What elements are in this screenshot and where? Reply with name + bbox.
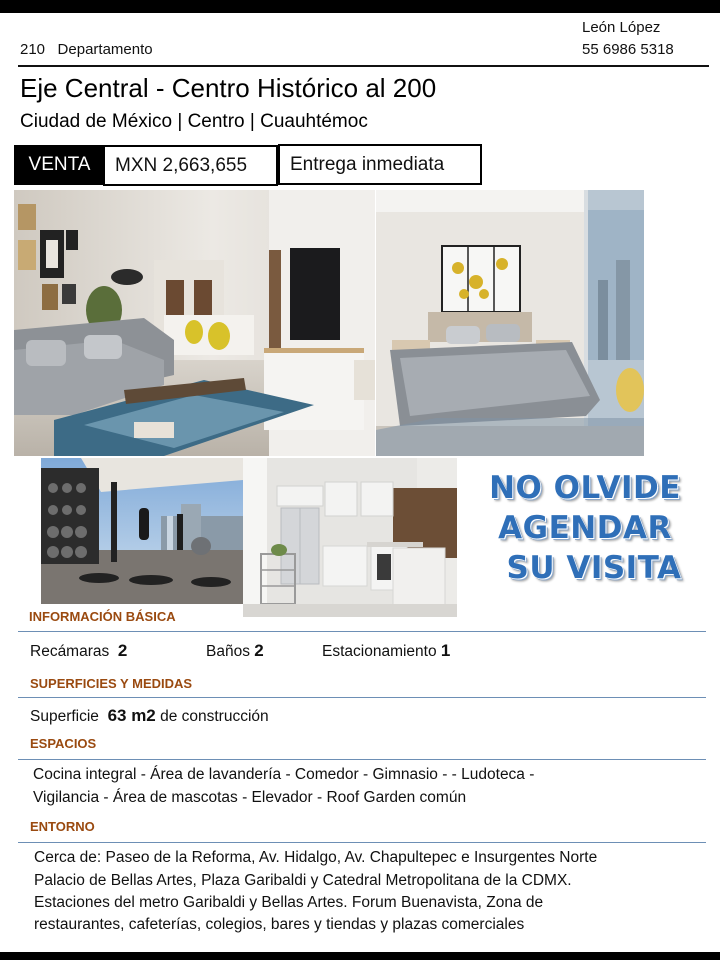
agent-name: León López — [582, 19, 661, 36]
section-rule-surfaces — [18, 697, 706, 698]
header-divider — [18, 65, 709, 67]
photo-living-room — [14, 190, 375, 456]
bottom-bar — [0, 952, 720, 960]
bathrooms-info — [206, 641, 264, 661]
bathrooms-label: Baños — [206, 643, 250, 660]
listing-id: 210 — [20, 41, 46, 58]
surroundings-line-4: restaurantes, cafeterías, colegios, bares y tiendas y plazas comerciales — [34, 916, 525, 933]
photo-kitchen — [243, 458, 457, 617]
spaces-line-1: Cocina integral - Área de lavandería - Comedor - Gimnasio - - Ludoteca - — [33, 766, 535, 783]
section-heading-basic-info: INFORMACIÓN BÁSICA — [29, 609, 176, 624]
section-rule-surroundings — [18, 842, 706, 843]
top-bar — [0, 0, 720, 13]
bedrooms-label: Recámaras — [30, 643, 110, 660]
section-heading-spaces: ESPACIOS — [30, 736, 97, 751]
photo-bedroom — [376, 190, 644, 456]
bathrooms-value: 2 — [254, 641, 264, 660]
surface-label: Superficie — [30, 708, 99, 725]
surroundings-line-3: Estaciones del metro Garibaldi y Bellas Artes. Forum Buenavista, Zona de — [34, 894, 544, 911]
agent-phone: 55 6986 5318 — [582, 41, 674, 58]
section-heading-surfaces: SUPERFICIES Y MEDIDAS — [30, 676, 193, 691]
promo-line-3: SU VISITA — [506, 550, 682, 586]
property-type: Departamento — [57, 41, 153, 58]
section-heading-surroundings: ENTORNO — [30, 819, 95, 834]
section-rule-spaces — [18, 759, 706, 760]
location-subtitle: Ciudad de México | Centro | Cuauhtémoc — [20, 111, 368, 132]
parking-label: Estacionamiento — [322, 643, 437, 660]
promo-line-2: AGENDAR — [498, 510, 672, 546]
photo-gym — [41, 458, 243, 604]
operation-badge: VENTA — [14, 145, 105, 185]
price-box: MXN 2,663,655 — [103, 145, 278, 186]
surface-value: 63 m2 — [107, 706, 156, 725]
surface-suffix: de construcción — [160, 708, 269, 725]
listing-header — [20, 41, 153, 58]
promo-callout — [470, 468, 700, 592]
section-rule-basic-info — [18, 631, 706, 632]
bedrooms-info — [30, 641, 127, 661]
bedrooms-value: 2 — [117, 641, 128, 660]
parking-value: 1 — [440, 641, 451, 660]
parking-info — [322, 641, 450, 661]
surroundings-line-1: Cerca de: Paseo de la Reforma, Av. Hidalgo, Av. Chapultepec e Insurgentes Norte — [34, 849, 598, 866]
surface-info — [30, 706, 269, 726]
promo-line-1: NO OLVIDE — [489, 470, 681, 506]
spaces-line-2: Vigilancia - Área de mascotas - Elevador - Roof Garden común — [33, 789, 467, 806]
delivery-box: Entrega inmediata — [278, 144, 482, 185]
page-title: Eje Central - Centro Histórico al 200 — [20, 73, 437, 103]
surroundings-line-2: Palacio de Bellas Artes, Plaza Garibaldi y Catedral Metropolitana de la CDMX. — [34, 872, 572, 889]
